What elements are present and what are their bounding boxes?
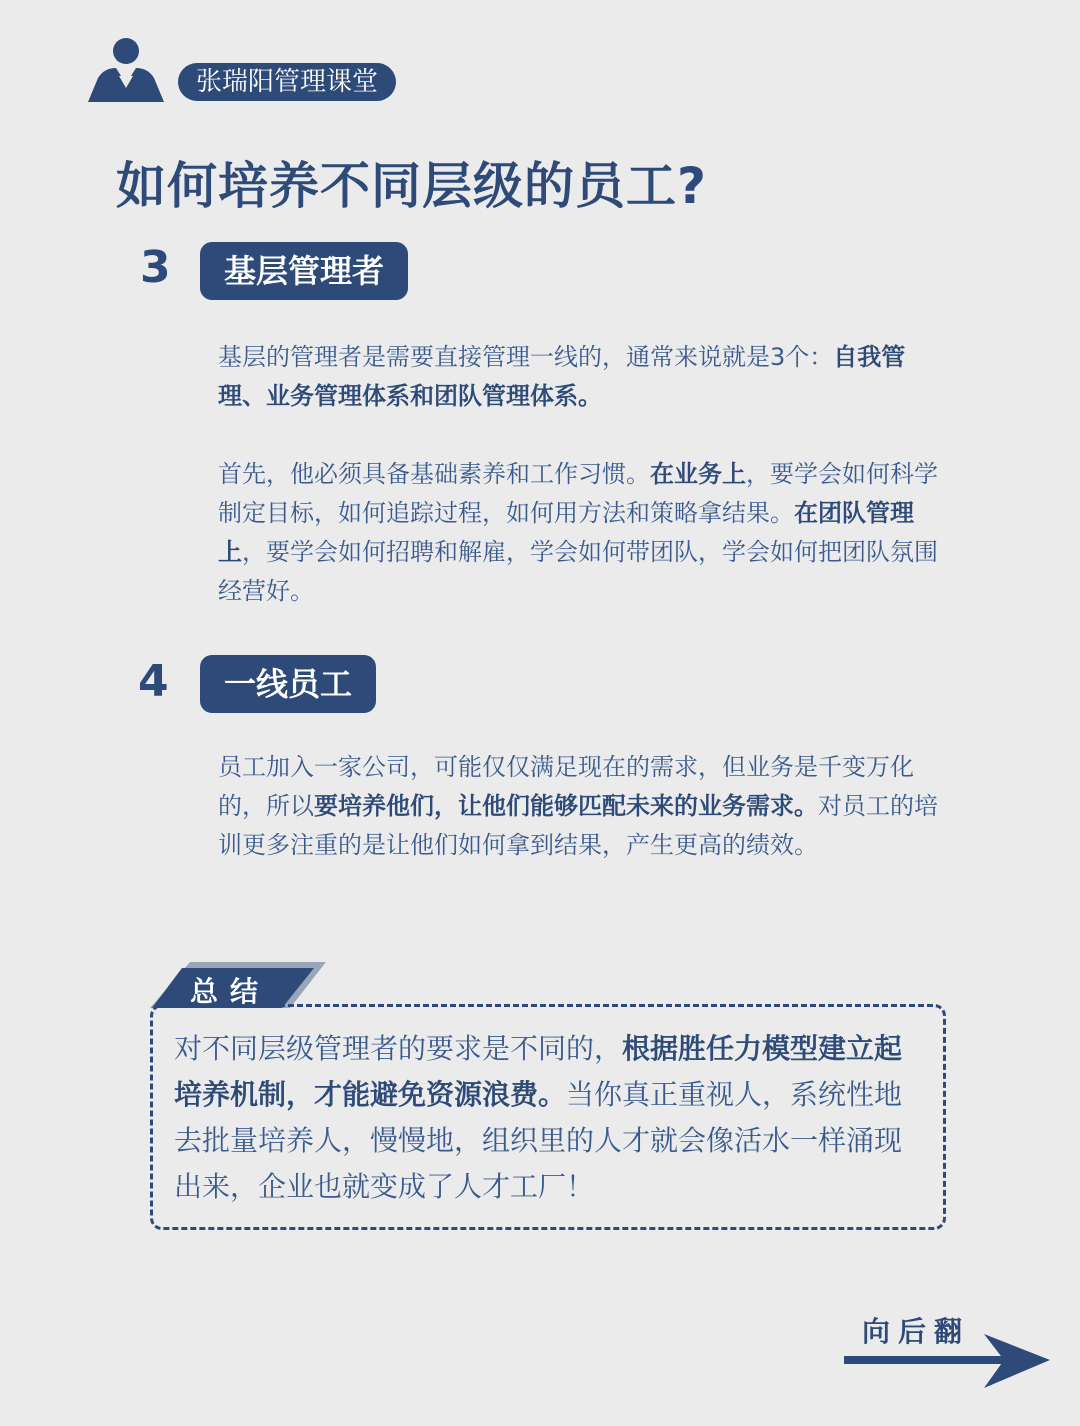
section-number: 4 — [138, 656, 169, 707]
text-segment: 员工加入一家公司，可能仅仅满足现在的需求，但业务是千变万化的，所以 — [218, 753, 914, 820]
summary-text — [174, 1026, 926, 1210]
section-heading: 一线员工 — [200, 655, 376, 713]
person-icon — [88, 38, 164, 102]
bold-text: 自我管理、业务管理体系和团队管理体系。 — [218, 343, 906, 410]
text-segment: 对不同层级管理者的要求是不同的， — [174, 1032, 623, 1065]
bold-text: 要培养他们，让他们能够匹配未来的业务需求。 — [314, 792, 818, 820]
text-segment: 对员工的培训更多注重的是让他们如何拿到结果，产生更高的绩效。 — [218, 792, 938, 859]
section-number: 3 — [140, 242, 171, 293]
text-segment: ，要学会如何招聘和解雇，学会如何带团队，学会如何把团队氛围经营好。 — [218, 538, 938, 605]
brand-name: 张瑞阳管理课堂 — [178, 63, 396, 101]
next-page-label[interactable]: 向后翻 — [862, 1315, 971, 1348]
bold-text: 在团队管理上 — [218, 499, 914, 566]
section-paragraph — [218, 748, 938, 865]
text-segment: 基层的管理者是需要直接管理一线的，通常来说就是3个： — [218, 343, 834, 371]
page-title: 如何培养不同层级的员工? — [116, 157, 708, 215]
summary-label: 总结 — [190, 975, 271, 1008]
section-paragraph — [218, 455, 938, 611]
section-paragraph — [218, 338, 938, 416]
bold-text: 在业务上 — [650, 460, 746, 488]
text-segment: 首先，他必须具备基础素养和工作习惯。 — [218, 460, 650, 488]
arrow-right-icon[interactable] — [844, 1334, 1054, 1388]
text-segment: ，要学会如何科学制定目标，如何追踪过程，如何用方法和策略拿结果。 — [218, 460, 938, 527]
bold-text: 根据胜任力模型建立起培养机制，才能避免资源浪费。 — [174, 1032, 903, 1111]
text-segment: 当你真正重视人，系统性地去批量培养人，慢慢地，组织里的人才就会像活水一样涌现出来，企业也就变成了人才工厂！ — [174, 1078, 903, 1203]
section-heading: 基层管理者 — [200, 242, 408, 300]
